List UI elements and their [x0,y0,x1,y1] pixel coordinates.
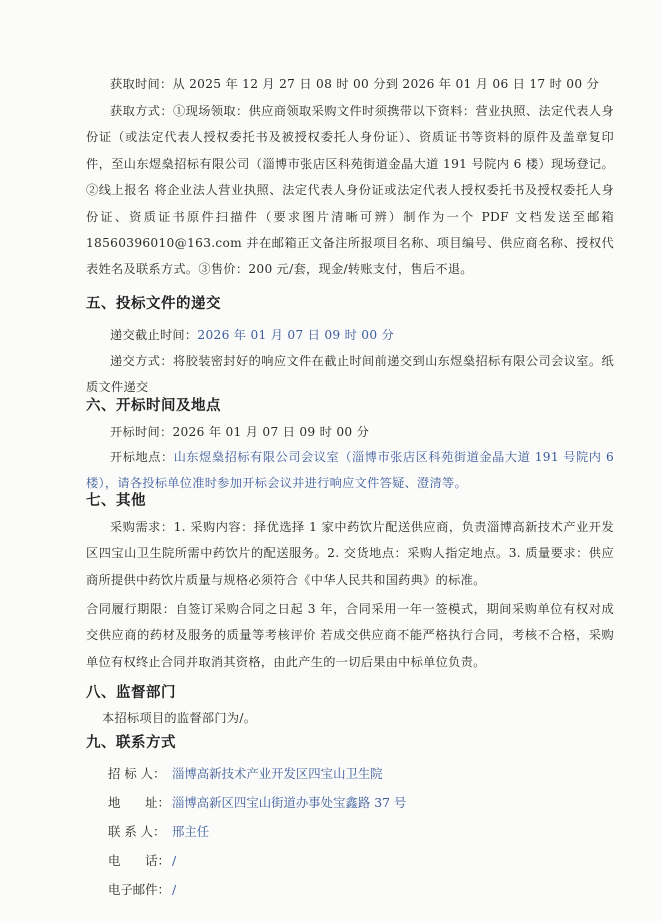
contact-key: 电子邮件： [108,882,170,897]
contract-label: 合同履行期限： [86,602,176,616]
deadline-paragraph [86,322,614,348]
contact-row-phone [108,851,176,871]
contact-key: 招 标 人： [108,766,166,781]
get-method-text: ①现场领取：供应商领取采购文件时须携带以下资料：营业执照、法定代表人身份证（或法定代表人授权委托书及被授权委托人身份证）、资质证书等资料的原件及盖章复印件，至山东煜燊招标有限公司（淄博市张店区科苑街道金晶大道 191 号院内 6 楼）现场登记。②线上报名 将企业法人营业执照、法定代表人身份证或法定代表人授权委托书及授权委托人身份证、资质证书原件扫描件（要求图片清晰可辨）制作为一个 PDF 文档发送至邮箱 18560396010@163.com 并在邮箱正文备注所报项目名称、项目编号、供应商名称、授权代表姓名及联系方式。③售价：200 元/套，现金/转账支付，售后不退。 [86,104,615,277]
supervision-text: 本招标项目的监督部门为/。 [102,711,257,725]
contact-row-person [108,822,209,842]
contact-value: / [172,882,177,897]
open-time-value: 2026 年 01 月 07 日 09 时 00 分 [172,425,370,439]
get-method-label: 获取方式： [110,104,174,118]
submit-method-text: 将胶装密封好的响应文件在截止时间前递交到山东煜燊招标有限公司会议室。纸质文件递交 [86,354,615,395]
contact-value: 邢主任 [172,824,210,839]
deadline-value: 2026 年 01 月 07 日 09 时 00 分 [197,328,395,342]
demand-label: 采购需求： [110,520,174,534]
contact-value: 淄博高新技术产业开发区四宝山卫生院 [172,766,383,781]
section8-heading: 八、监督部门 [86,685,176,701]
section7-heading: 七、其他 [86,493,146,509]
section6-heading: 六、开标时间及地点 [86,398,221,414]
open-place-text: 山东煜燊招标有限公司会议室（淄博市张店区科苑街道金晶大道 191 号院内 6 楼），请各投标单位准时参加开标会议并进行响应文件答疑、澄清等。 [86,450,614,491]
get-time-value: 从 2025 年 12 月 27 日 08 时 00 分到 2026 年 01 月 06 日 17 时 00 分 [172,77,600,91]
contact-key: 地 址： [108,795,170,810]
deadline-label: 递交截止时间： [110,328,198,342]
submit-method-paragraph [86,348,614,401]
demand-paragraph [86,514,614,593]
contact-key: 电 话： [108,853,170,868]
section5-heading: 五、投标文件的递交 [86,296,221,312]
contract-text: 自签订采购合同之日起 3 年，合同采用一年一签模式，期间采购单位有权对成交供应商的药材及服务的质量等考核评价 若成交供应商不能严格执行合同，考核不合格，采购单位有权终止合同并取消其资格，由此产生的一切后果由中标单位负责。 [86,602,614,669]
contact-row-address [108,793,406,813]
contact-value: / [172,853,177,868]
open-place-paragraph [86,444,614,497]
contact-key: 联 系 人： [108,824,166,839]
open-time-label: 开标时间： [110,425,173,439]
get-method-paragraph [86,98,614,283]
open-place-label: 开标地点： [110,450,174,464]
contact-row-email [108,880,176,900]
contract-paragraph [86,596,614,675]
get-time-paragraph [86,71,614,97]
get-time-label: 获取时间： [110,77,173,91]
demand-text: 1. 采购内容：择优选择 1 家中药饮片配送供应商，负责淄博高新技术产业开发区四宝山卫生院所需中药饮片的配送服务。2. 交货地点：采购人指定地点。3. 质量要求：供应商所提供中药饮片质量与规格必须符合《中华人民共和国药典》的标准。 [86,520,615,587]
contact-row-tenderer [108,764,383,784]
contact-value: 淄博高新区四宝山街道办事处宝鑫路 37 号 [172,795,407,810]
submit-method-label: 递交方式： [110,354,174,368]
open-time-paragraph [86,419,614,445]
section9-heading: 九、联系方式 [86,735,176,751]
